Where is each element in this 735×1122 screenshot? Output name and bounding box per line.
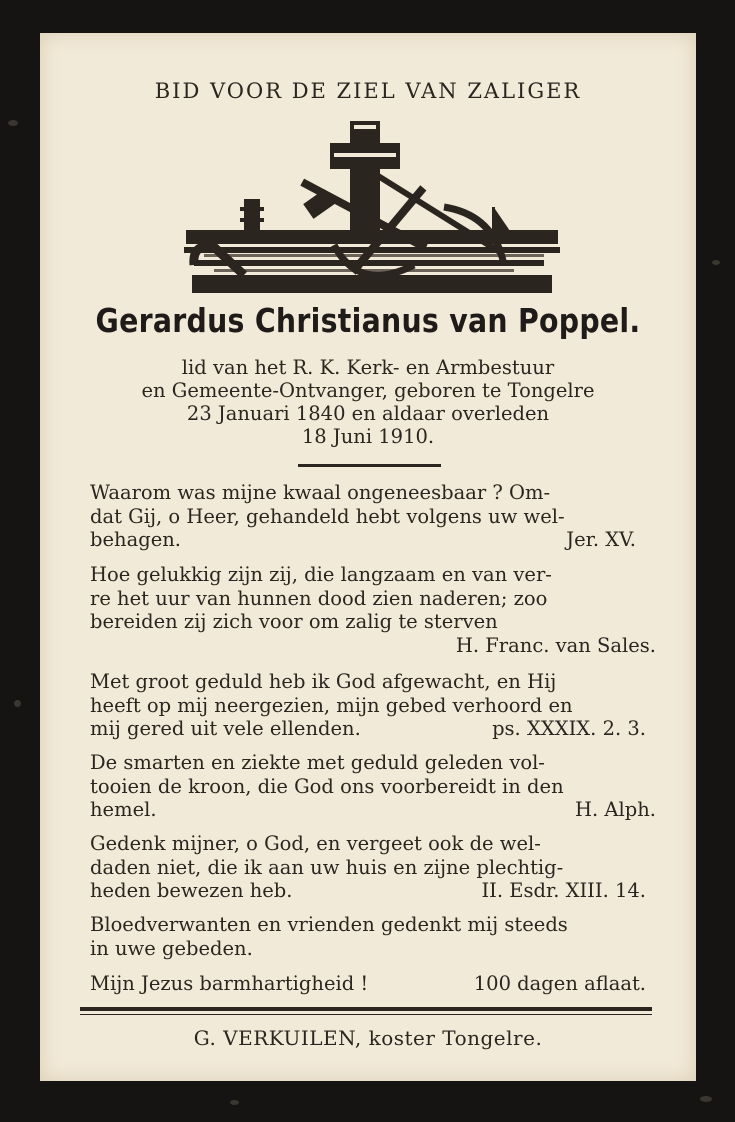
- divider: [80, 1014, 652, 1015]
- bio-line: en Gemeente-Ontvanger, geboren te Tongelre: [141, 379, 595, 402]
- indulgence-prayer: Mijn Jezus barmhartigheid !: [90, 972, 369, 995]
- bio-line: 18 Juni 1910.: [301, 425, 435, 448]
- cross-anchor-emblem: [184, 115, 562, 297]
- passage-line: in uwe gebeden.: [90, 936, 253, 960]
- header-prayer: BID VOOR DE ZIEL VAN ZALIGER: [154, 79, 582, 103]
- indulgence-days: 100 dagen aflaat.: [473, 972, 646, 995]
- passage-line: re het uur van hunnen dood zien naderen; zoo: [90, 586, 548, 610]
- deceased-name: Gerardus Christianus van Poppel.: [95, 301, 641, 340]
- passage-line: Bloedverwanten en vrienden gedenkt mij steeds: [90, 913, 568, 936]
- passage-line: Hoe gelukkig zijn zij, die langzaam en van ver-: [90, 563, 552, 586]
- passage-source: II. Esdr. XIII. 14.: [481, 879, 646, 902]
- passage-line: daden niet, die ik aan uw huis en zijne plechtig-: [90, 855, 564, 879]
- passage-line: behagen.: [90, 528, 181, 551]
- passage-line: bereiden zij zich voor om zalig te sterven: [90, 610, 498, 633]
- bio-line: lid van het R. K. Kerk- en Armbestuur: [181, 356, 555, 379]
- indulgence-line: [90, 972, 676, 996]
- passage-line: De smarten en ziekte met geduld geleden vol-: [90, 751, 545, 774]
- passage-source: H. Franc. van Sales.: [455, 633, 656, 657]
- passage-line: Met groot geduld heb ik God afgewacht, en Hij: [90, 670, 557, 693]
- divider: [298, 464, 441, 467]
- passage-source: ps. XXXIX. 2. 3.: [492, 717, 646, 740]
- passage-line: dat Gij, o Heer, gehandeld hebt volgens uw wel-: [90, 504, 565, 528]
- passage: [90, 481, 676, 552]
- passage: [90, 832, 676, 903]
- divider: [80, 1007, 652, 1011]
- passage-line: hemel.: [90, 798, 157, 821]
- passage-line: Gedenk mijner, o God, en vergeet ook de wel-: [90, 832, 541, 855]
- passage-line: Waarom was mijne kwaal ongeneesbaar ? Om-: [90, 481, 551, 504]
- passage-source: H. Alph.: [575, 798, 656, 821]
- passage: [90, 670, 676, 741]
- passage: [90, 913, 676, 960]
- passage-line: heden bewezen heb.: [90, 879, 293, 902]
- passage: [90, 751, 676, 822]
- passage-source: Jer. XV.: [566, 528, 636, 551]
- memorial-card: [40, 33, 696, 1081]
- bio-line: 23 Januari 1840 en aldaar overleden: [186, 402, 550, 425]
- printer-credit: G. VERKUILEN, koster Tongelre.: [193, 1026, 543, 1050]
- passage-line: tooien de kroon, die God ons voorbereidt in den: [90, 774, 564, 798]
- passage-line: mij gered uit vele ellenden.: [90, 717, 361, 740]
- passage-line: heeft op mij neergezien, mijn gebed verhoord en: [90, 693, 573, 717]
- passage: [90, 563, 676, 657]
